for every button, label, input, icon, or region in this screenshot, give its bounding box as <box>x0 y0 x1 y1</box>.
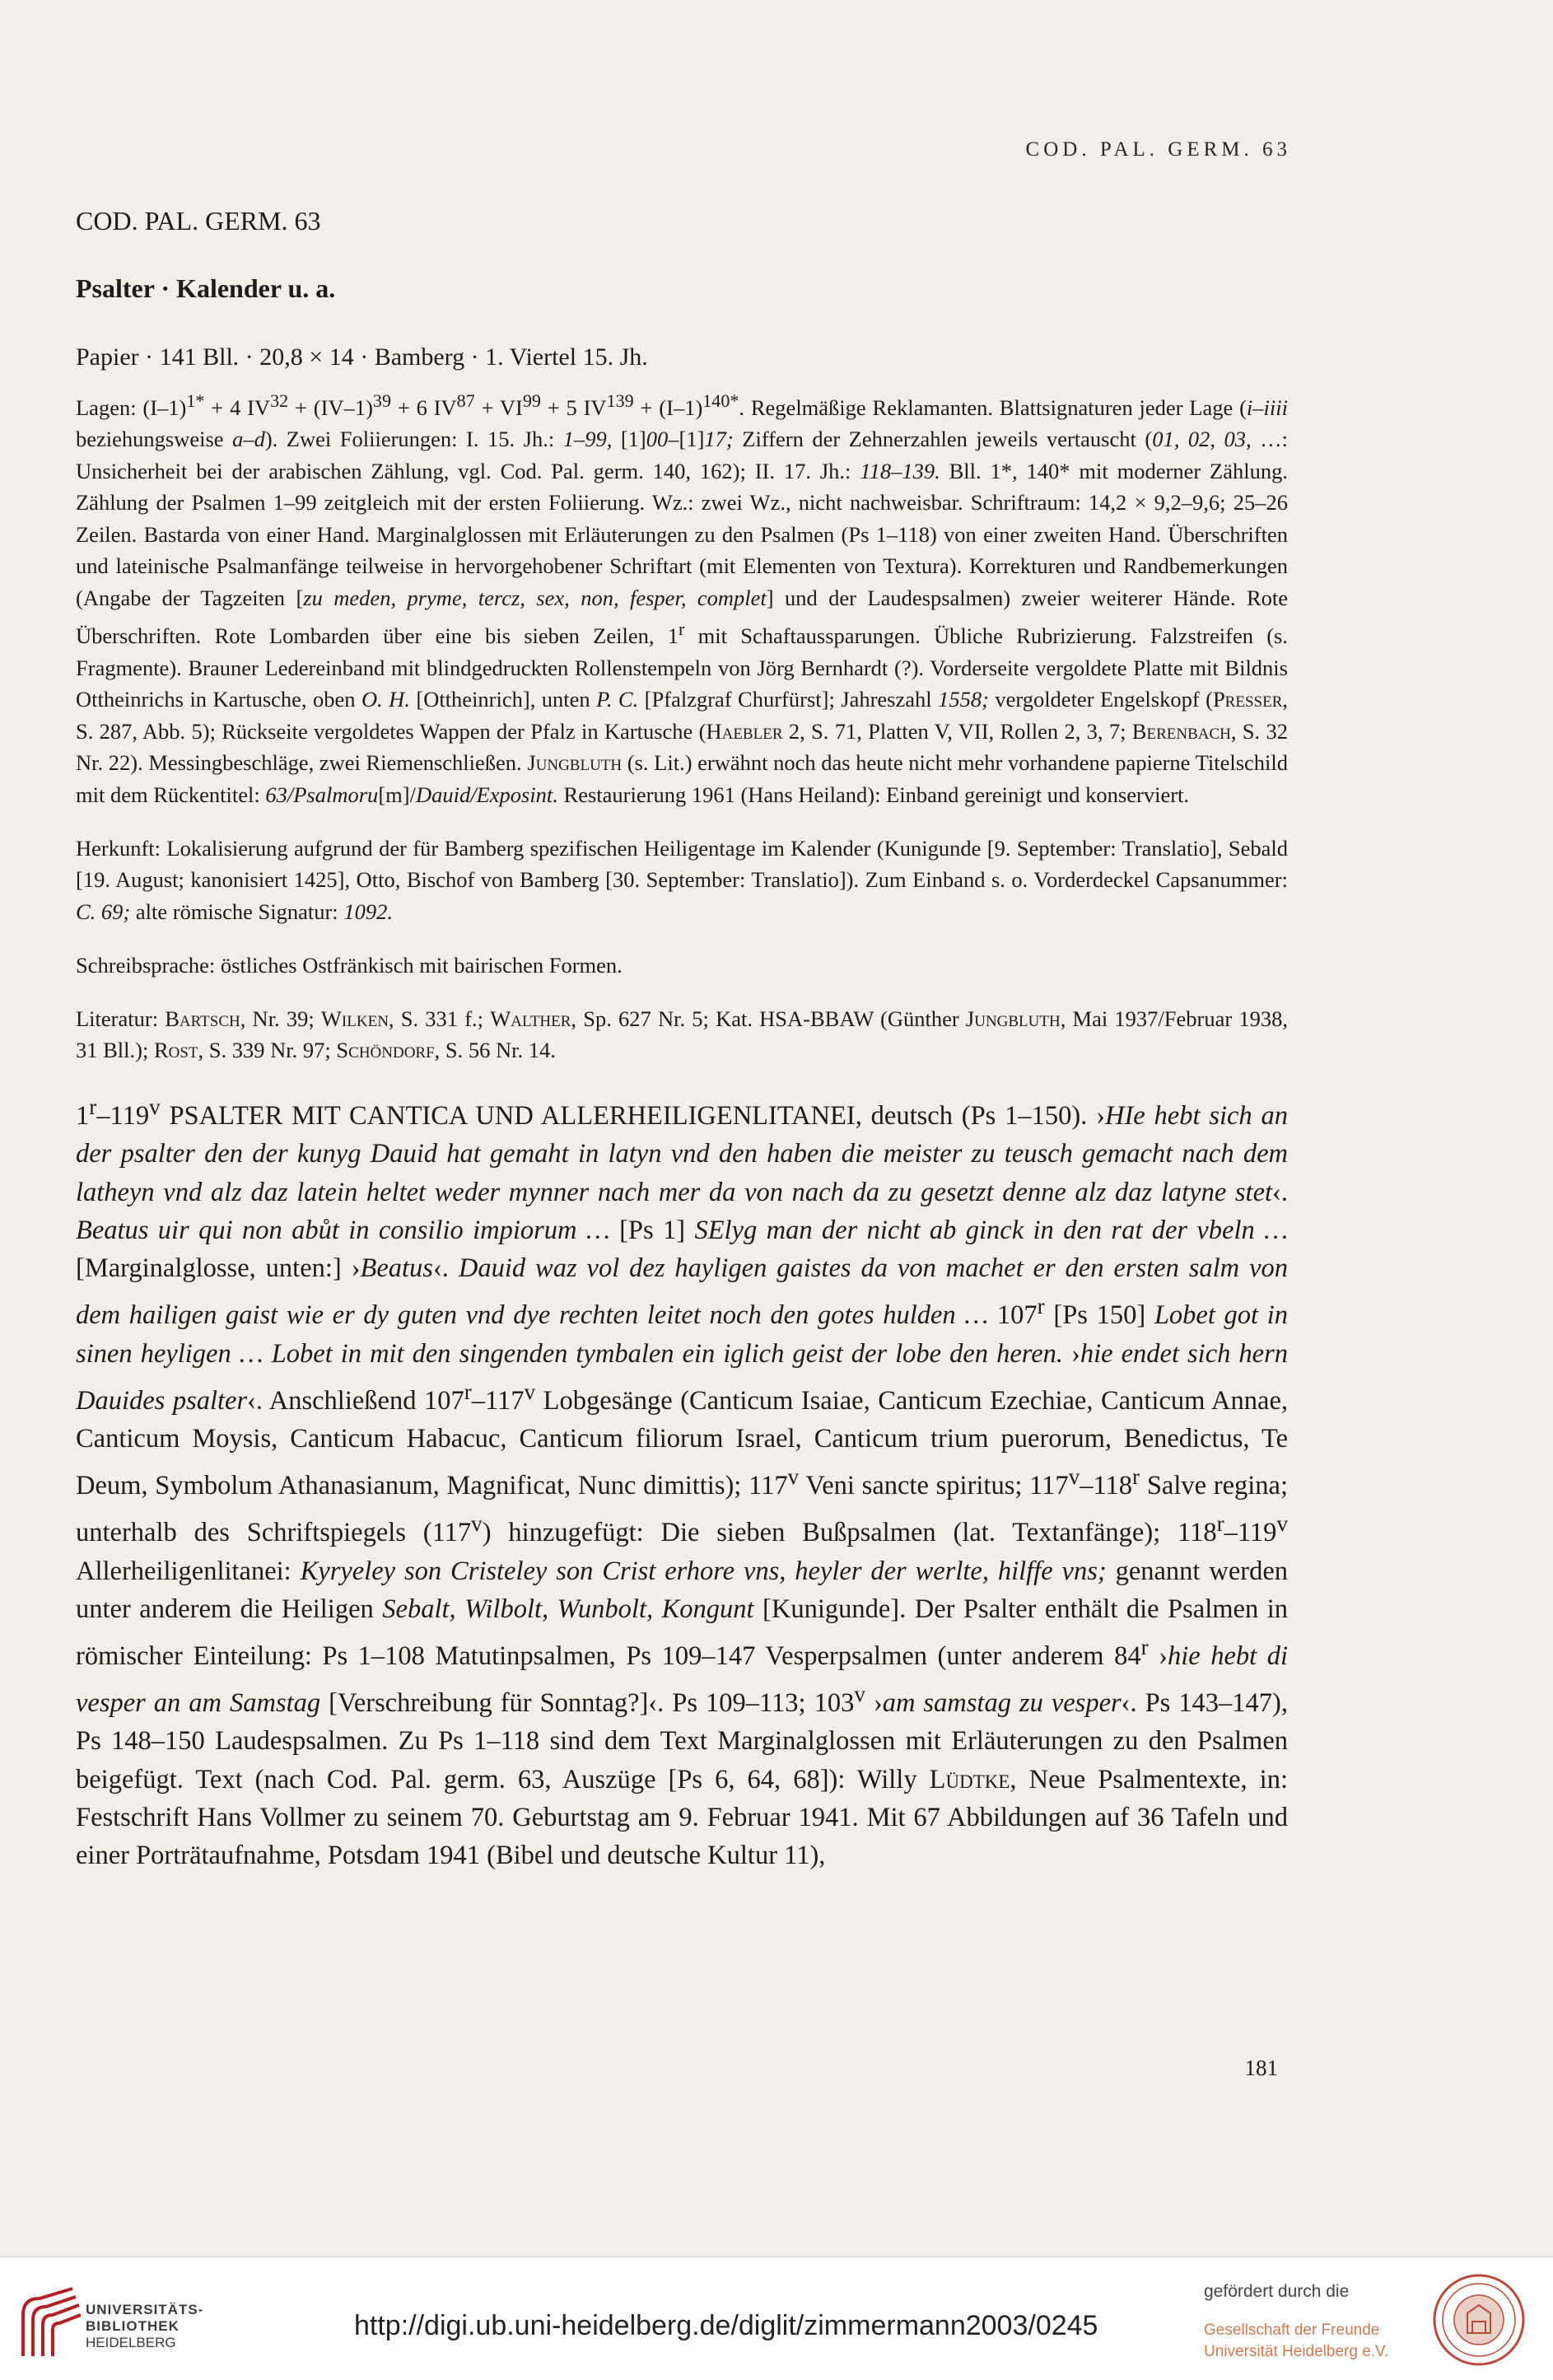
library-logo-icon[interactable] <box>15 2282 81 2364</box>
herkunft-paragraph: Herkunft: Lokalisierung aufgrund der für Bamberg spezifischen Heiligentage im Kalender (Kunigunde [9. September: Translatio], Sebald [19. August; kanonisiert 1425], Otto, Bischof von Bamberg [30. September: Translatio]). Zum Einband s. o. Vorderdeckel Capsanummer: C. 69; alte römische Signatur: 1092. <box>76 835 1288 924</box>
schreibsprache-paragraph: Schreibsprache: östliches Ostfränkisch mit bairischen Formen. <box>76 952 623 978</box>
page-content <box>76 204 1288 1902</box>
page-subtitle: Psalter · Kalender u. a. <box>76 273 336 303</box>
sponsor-label: gefördert durch die <box>1204 2282 1350 2301</box>
running-head: COD. PAL. GERM. 63 <box>1025 138 1291 161</box>
footer-bar <box>0 2256 1553 2380</box>
sponsor-name[interactable]: Gesellschaft der Freunde Universität Heidelberg e.V. <box>1204 2322 1389 2360</box>
page-title: COD. PAL. GERM. 63 <box>76 206 321 236</box>
library-name[interactable]: UNIVERSITÄTS- BIBLIOTHEK HEIDELBERG <box>86 2302 204 2350</box>
university-seal-icon[interactable] <box>1431 2272 1527 2368</box>
page-number: 181 <box>1244 2056 1278 2080</box>
literatur-paragraph: Literatur: Bartsch, Nr. 39; Wilken, S. 331 f.; Walther, Sp. 627 Nr. 5; Kat. HSA-BBAW (Günther Jungbluth, Mai 1937/Februar 1938, 31 Bll.); Rost, S. 339 Nr. 97; Schöndorf, S. 56 Nr. 14. <box>76 1006 1288 1063</box>
lagen-paragraph: Lagen: $(I-1)^{1*} + 4$ $IV^{32} + (IV-1)^{39} + 6$ $IV^{87} + VI^{99} + 5$ $IV^{139} + (I-1)^{140*}$. Regelmäßige Reklamanten. Blattsignaturen jeder Lage (i–iiii beziehungsweise a–d). Zwei Foliierungen: I. 15. Jh.: 1–99, [1]00–[1]17; Ziffern der Zehnerzahlen jeweils vertauscht (01, 02, 03, …: Unsicherheit bei der arabischen Zählung, vgl. Cod. Pal. germ. 140, 162); II. 17. Jh.: 118–139. Bll. 1*, 140* mit moderner Zählung. Zählung der Psalmen 1–99 zeitgleich mit der ersten Foliierung. Wz.: zwei Wz., nicht nachweisbar. Schriftraum: 14,2 × 9,2–9,6; 25–26 Zeilen. Bastarda von einer Hand. Marginalglossen mit Erläuterungen zu den Psalmen (Ps 1–118) von einer zweiten Hand. Überschriften und lateinische Psalmanfänge teilweise in hervorgehobener Schriftart (mit Elementen von Textura). Korrekturen und Randbemerkungen (Angabe der Tagzeiten [zu meden, pryme, tercz, sex, non, fesper, complet] und der Laudespsalmen) zweier weiterer Hände. Rote Überschriften. Rote Lombarden über eine bis sieben Zeilen, 1$^r$ mit Schaftaussparungen. Übliche Rubrizierung. Falzstreifen (s. Fragmente). Brauner Ledereinband mit blindgedruckten Rollenstempeln von Jörg Bernhardt (?). Vorderseite vergoldete Platte mit Bildnis Ottheinrichs in Kartusche, oben O. H. [Ottheinrich], unten P. C. [Pfalzgraf Churfürst]; Jahreszahl 1558; vergoldeter Engelskopf (Presser, S. 287, Abb. 5); Rückseite vergoldetes Wappen der Pfalz in Kartusche (Haebler 2, S. 71, Platten V, VII, Rollen 2, 3, 7; Berenbach, S. 32 Nr. 22). Messingbeschläge, zwei Riemenschließen. Jungbluth (s. Lit.) erwähnt noch das heute nicht mehr vorhandene papierne Titelschild mit dem Rückentitel: 63/Psalmoru[m]/Dauid/Exposint. Restaurierung 1961 (Hans Heiland): Einband gereinigt und konserviert. <box>76 390 1288 807</box>
psalter-description: 1$^r$–119$^v$ PSALTER MIT CANTICA UND ALLERHEILIGENLITANEI, deutsch (Ps 1–150). ›HIe hebt sich an der psalter den der kunyg Dauid hat gemaht in latyn vnd den haben die meister zu teusch gemacht nach dem latheyn vnd alz daz latein heltet weder mynner nach mer da von nach da zu gesetzt denne alz daz latyne stet‹. Beatus uir qui non abůt in consilio impiorum … [Ps 1] SElyg man der nicht ab ginck in den rat der vbeln … [Marginalglosse, unten:] ›Beatus‹. Dauid waz vol dez hayligen gaistes da von machet er den ersten salm von dem hailigen gaist wie er dy guten vnd dye rechten leitet noch den gotes hulden … 107$^r$ [Ps 150] Lobet got in sinen heyligen … Lobet in mit den singenden tymbalen ein iglich geist der lobe den heren. ›hie endet sich hern Dauides psalter‹. Anschließend 107$^r$–117$^v$ Lobgesänge (Canticum Isaiae, Canticum Ezechiae, Canticum Annae, Canticum Moysis, Canticum Habacuc, Canticum filiorum Israel, Canticum trium puerorum, Benedictus, Te Deum, Symbolum Athanasianum, Magnificat, Nunc dimittis); 117$^v$ Veni sancte spiritus; 117$^v$–118$^r$ Salve regina; unterhalb des Schriftspiegels (117$^v$) hinzugefügt: Die sieben Bußpsalmen (lat. Textanfänge); 118$^r$–119$^v$ Allerheiligenlitanei: Kyryeley son Cristeley son Crist erhore vns, heyler der werlte, hilffe vns; genannt werden unter anderem die Heiligen Sebalt, Wilbolt, Wunbolt, Kongunt [Kunigunde]. Der Psalter enthält die Psalmen in römischer Einteilung: Ps 1–108 Matutinpsalmen, Ps 109–147 Vesperpsalmen (unter anderem 84$^r$ ›hie hebt di vesper an am Samstag [Verschreibung für Sonntag?]‹. Ps 109–113; 103$^v$ ›am samstag zu vesper‹. Ps 143–147), Ps 148–150 Laudespsalmen. Zu Ps 1–118 sind dem Text Marginalglossen mit Erläuterungen zu den Psalmen beigefügt. Text (nach Cod. Pal. germ. 63, Auszüge [Ps 6, 64, 68]): Willy Lüdtke, Neue Psalmentexte, in: Festschrift Hans Vollmer zu seinem 70. Geburtstag am 9. Februar 1941. Mit 67 Abbildungen auf 36 Tafeln und einer Porträtaufnahme, Potsdam 1941 (Bibel und deutsche Kultur 11), <box>76 1094 1289 1871</box>
physical-description: Papier · 141 Bll. · 20,8 × 14 · Bamberg · 1. Viertel 15. Jh. <box>76 343 648 371</box>
source-url-link[interactable]: http://digi.ub.uni-heidelberg.de/diglit/zimmermann2003/0245 <box>354 2310 1098 2341</box>
